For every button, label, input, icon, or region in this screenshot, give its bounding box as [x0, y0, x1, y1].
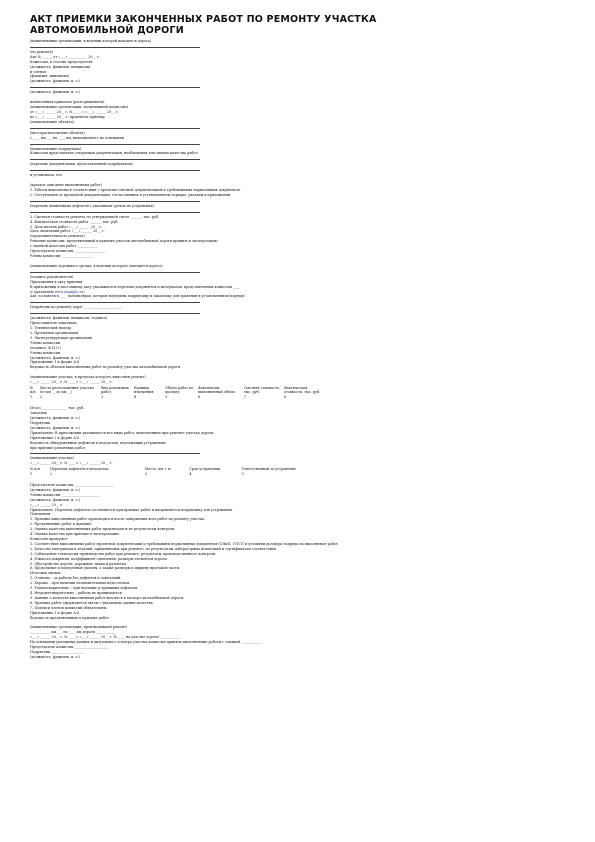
- block5-line: (подпись, Ф.И.О.): [30, 345, 62, 350]
- block6-line: при приемке ремонтных работ: [30, 445, 86, 450]
- link-line: (с указанием www.example.ru): [30, 289, 85, 294]
- block2-line: [30, 125, 200, 129]
- block1-line: Комиссия, в составе председателя: [30, 59, 93, 64]
- block4-line: Приложения к акту приемки: [30, 279, 83, 284]
- block5-line: [30, 310, 200, 314]
- block2-line: [30, 167, 200, 171]
- block4-line: [30, 269, 200, 273]
- block2-line: от «___» ______ 20__ г. № ____, с «___» ______ 20__ г.: [30, 109, 119, 114]
- block5-line: Приложение 1 к форме А-8: [30, 360, 80, 365]
- block1-line: (фамилия, инициалы): [30, 74, 70, 79]
- table-column-number: 6: [197, 394, 201, 399]
- block3-line: 1. Работы выполнены в соответствии с проектно-сметной документацией и требованиями нормативных документов.: [30, 188, 241, 193]
- table-column-number: 8: [283, 394, 286, 399]
- block3-line: (перечень выявленных дефектов с указанием сроков их устранения): [30, 203, 154, 208]
- works-table: [30, 386, 330, 399]
- block5-line: 1. Технический надзор: [30, 326, 72, 331]
- block5-line: [30, 299, 200, 303]
- table1-intro-line: «___» ______ 20__ г. № ____ с «___» ______ 20__ г.: [30, 380, 113, 385]
- block6-line: Ведомость обнаруженных дефектов и недоделок, подлежащих устранению: [30, 440, 166, 445]
- table-header-cell: № п/п: [30, 386, 36, 395]
- block8-line: Подрядчик ____________________: [30, 649, 86, 654]
- table-column-number: 7: [243, 394, 246, 399]
- block7-line: 2. Качество материалов и изделий, применяемых при ремонте, по результатам лабораторных испытаний и сертификатам соответствия.: [30, 546, 277, 551]
- block6-line: (должность, фамилия, и. о.): [30, 425, 80, 430]
- block1-line: Акт № ______ от «___» ___________ 20__ г.: [30, 54, 100, 59]
- block3-line: 4. Фактическая стоимость работ _______ тыс. руб.: [30, 219, 119, 224]
- reference-link[interactable]: www.example.ru: [54, 289, 84, 294]
- block7-line: (должность, фамилия, и. о.): [30, 497, 80, 502]
- block2-line: и установила, что: [30, 173, 63, 178]
- block7-line: Примечание. Перечень дефектов составляется при приемке работ и направляется подрядчику для устранения.: [30, 507, 233, 512]
- block7-line: 6. Приемка работ оформляется актом с указанием оценки качества.: [30, 600, 154, 605]
- block3-line: Дата окончания работ «___» ______ 20__ г.: [30, 229, 105, 234]
- block7-line: «___» ______ 20__ г.: [30, 502, 64, 507]
- title-line-2: АВТОМОБИЛЬНОЙ ДОРОГИ: [30, 25, 184, 36]
- block3-line: 2. Отступления от проектной документации, согласованные в установленном порядке, указаны в приложении.: [30, 192, 232, 197]
- block6-line: Подрядчик: [30, 420, 51, 425]
- block3-line: Решение комиссии: предъявленный к приемке участок автомобильной дороги принять в эксплуатацию: [30, 239, 218, 244]
- block6-line: (должность, фамилия, и. о.): [30, 416, 80, 421]
- table-column-number: 2: [39, 394, 42, 399]
- block7-line: 6. Продольные и поперечные уклоны, а также размеры и ширину проезжей части.: [30, 566, 181, 571]
- block2-line: (месторасположение объекта): [30, 130, 85, 135]
- header-block: [30, 39, 570, 95]
- table-column-number: 4: [133, 394, 137, 399]
- table-header-cell: Место, км + м: [144, 467, 171, 472]
- block5-line: Подрядчик по ремонту дорог _______________________: [30, 305, 123, 310]
- table-column-number: 3: [101, 394, 104, 399]
- block1-line: (наименование организации, в ведении которой находится дорога): [30, 39, 152, 43]
- block5-line: (должность, фамилия, и. о.): [30, 355, 80, 360]
- block7-line: Пояснения:: [30, 512, 52, 517]
- document-page: [30, 14, 570, 660]
- block1-line: (по ремонту): [30, 49, 54, 54]
- block1-line: (должность, фамилия, и. о.): [30, 90, 80, 95]
- block2-line: [30, 156, 200, 160]
- block2-line: (наименование подрядчика): [30, 146, 82, 151]
- final-block: [30, 625, 570, 659]
- block4-line: В приложении к настоящему акту указываются перечень документов и материалов, представленных комиссии ____: [30, 284, 240, 289]
- block4-line: (подпись руководителя): [30, 274, 74, 279]
- block7-line: 1. Соответствие выполненных работ проектной документации и требованиям нормативных документов (СНиП, ГОСТ) и условиям договора подряда на выполнение работ.: [30, 541, 339, 546]
- block2-line: (наименование объекта): [30, 119, 74, 124]
- block7-line: 3. Соблюдение технологии производства работ при ремонте, результаты производственного контроля.: [30, 551, 217, 556]
- table-header-cell: Сметная стоимость, тыс. руб.: [243, 386, 280, 395]
- block8-line: На основании указанных данных и визуального осмотра участка комиссия приняла выполненные работы с оценкой ____________: [30, 640, 262, 645]
- block1-line: [30, 84, 200, 88]
- block8-line: (должность, фамилия, и. о.): [30, 654, 80, 659]
- block4-line: (наименование дорожного органа, в ведении которого находится дорога): [30, 263, 163, 268]
- block5-line: (должность, фамилия, инициалы, подпись): [30, 316, 108, 321]
- block7-line: 1. Отлично – за работы без дефектов и замечаний.: [30, 576, 122, 581]
- works-table-numbers: [30, 395, 330, 399]
- table-header-cell: Срок устранения: [189, 467, 221, 472]
- block1-line: [30, 44, 200, 48]
- block3-line: 5. Дата начала работ «___» ______ 20__ г.: [30, 224, 103, 229]
- block2-line: по «___» ______ 20__ г. произвела приемку: [30, 114, 105, 119]
- table-header-cell: Вид ремонтных работ: [101, 386, 129, 395]
- notes-block: [30, 483, 570, 620]
- block6-line: Итого _______________ тыс. руб.: [30, 406, 85, 411]
- block5-line: Акт составлен в ____ экземплярах, которые переданы подрядчику и заказчику для хранения в установленном порядке: [30, 294, 245, 299]
- table-header-cell: № п/п: [30, 467, 40, 472]
- block2-line: с ____ км ___ по ____ км, выполненного на основании: [30, 135, 125, 140]
- defects-table: [30, 467, 330, 476]
- block7-line: 5. Обустройство дороги, дорожные знаки и разметка.: [30, 561, 127, 566]
- block7-line: 3. Удовлетворительно – при наличии устранимых дефектов.: [30, 586, 139, 591]
- table-header-cell: Единица измерения: [133, 386, 154, 395]
- block2-line: назначенная приказом (распоряжением): [30, 100, 105, 105]
- block7-line: Члены комиссии _______________________: [30, 492, 101, 497]
- block5-line: 2. Проектная организация: [30, 330, 78, 335]
- block2-line: [30, 141, 200, 145]
- block2-line: Комиссии представлена следующая документация, необходимая для оценки качества работ:: [30, 151, 199, 156]
- block2-line: (наименование организации, назначившей комиссию): [30, 105, 129, 110]
- block3-line: [30, 198, 200, 202]
- block7-line: 3. Оценка качества выполненных работ производится по результатам контроля.: [30, 527, 176, 532]
- block6-line: (наименование участка): [30, 456, 74, 461]
- table-column-number: 5: [165, 394, 168, 399]
- block7-line: (должность, фамилия, и. о.): [30, 487, 80, 492]
- block7-line: 1. Приемка выполненных работ производится после завершения всех работ по ремонту участка.: [30, 517, 206, 522]
- block3-line: 3. Сметная стоимость ремонта по утвержденной смете _______ тыс. руб.: [30, 214, 160, 219]
- block7-line: Итоговая оценка:: [30, 571, 62, 576]
- block8-line: ____________ км ___ по ____ км дороги ____________: [30, 630, 117, 635]
- table-header-cell: Перечень дефектов и недоделок: [49, 467, 109, 472]
- block6-line: Заказчик: [30, 411, 47, 416]
- block7-line: Приложение 3 к форме А-8: [30, 610, 80, 615]
- signatures-block: [30, 294, 570, 370]
- block5-line: Члены комиссии: [30, 340, 61, 345]
- block3-line: [30, 209, 200, 213]
- block7-line: 4. Ровность покрытия, коэффициент сцепления, размеры элементов дороги.: [30, 556, 168, 561]
- block3-line: Члены комиссии: __________________: [30, 254, 93, 258]
- block3-line: Председатель комиссии __________________: [30, 249, 106, 254]
- block2-line: (перечень документации, представленной подрядчиком): [30, 162, 133, 167]
- works-table-header: [30, 386, 330, 395]
- table-column-number: 4: [189, 471, 192, 476]
- block7-line: Комиссия проверяет:: [30, 537, 69, 541]
- block5-line: Представитель заказчика: [30, 321, 77, 326]
- block8-line: (наименование организации, производившей ремонт): [30, 625, 128, 630]
- block7-line: Ведомость предъявленных к приемке работ: [30, 615, 109, 620]
- block8-line: Председатель комиссии ____________________: [30, 645, 109, 650]
- block6-line: [30, 450, 200, 454]
- block7-line: 2. Хорошо – при наличии незначительных недостатков.: [30, 581, 131, 586]
- block3-line: (продолжительность ремонта): [30, 234, 85, 239]
- table-header-cell: Фактически выполненный объем: [197, 386, 235, 395]
- block5-line: Члены комиссии: [30, 350, 61, 355]
- block1-line: (должность, фамилия, инициалы): [30, 64, 91, 69]
- table-header-cell: Место расположения участка (от км __ до км __): [39, 386, 94, 395]
- findings-block: [30, 183, 570, 259]
- defects-block: [30, 406, 570, 461]
- table1-intro-line: (наименование участка, в пределах которого выполнен ремонт): [30, 375, 146, 380]
- block7-line: 4. Неудовлетворительно – работы не принимаются.: [30, 590, 123, 595]
- block7-line: 2. Предъявление работ к приемке.: [30, 522, 93, 527]
- block3-line: с оценкой качества работ ____________: [30, 244, 98, 249]
- block7-line: 4. Оценка качества при приемке в эксплуатацию.: [30, 532, 120, 537]
- block5-line: Ведомость объемов выполненных работ по ремонту участка автомобильной дороги: [30, 365, 181, 370]
- title-line-1: АКТ ПРИЕМКИ ЗАКОНЧЕННЫХ РАБОТ ПО РЕМОНТУ УЧАСТКА: [30, 14, 377, 25]
- block8-line: «___» ______ 20__ г. № ____ с «___» ______ 20__ г. № ____ на участке дороги ____________: [30, 635, 181, 640]
- table-column-number: 5: [241, 471, 244, 476]
- table-column-number: 1: [30, 394, 33, 399]
- block1-line: и членов: [30, 69, 46, 74]
- defects-table-numbers: [30, 472, 330, 476]
- block1-line: (должность, фамилия, и. о.): [30, 79, 80, 84]
- block7-line: 7. Подписи членов комиссии обязательны.: [30, 605, 108, 610]
- block3-line: (краткое описание выполненных работ): [30, 183, 102, 188]
- organization-block: [30, 264, 570, 290]
- table-column-number: 2: [49, 471, 53, 476]
- block7-line: 5. Данные о качестве выполненных работ вносятся в паспорт автомобильной дороги.: [30, 595, 185, 600]
- block6-line: Приложение 2 к форме А-8: [30, 435, 80, 440]
- table2-intro: «___» ______ 20__ г. № ____ с «___» ______ 20__ г.: [30, 461, 113, 466]
- table-header-cell: Ответственный за устранение: [241, 467, 296, 472]
- table-column-number: 1: [30, 471, 33, 476]
- table-header-cell: Фактическая стоимость, тыс. руб.: [283, 386, 321, 395]
- table-header-cell: Объем работ по проекту: [165, 386, 194, 395]
- block5-line: 3. Эксплуатирующая организация: [30, 335, 92, 340]
- commission-block: [30, 100, 570, 178]
- table1-intro: [30, 375, 570, 385]
- table-column-number: 3: [144, 471, 147, 476]
- block6-line: Примечание: В приложении указываются все виды работ, выполненные при ремонте участка дороги.: [30, 430, 215, 435]
- block7-line: Председатель комиссии _______________________: [30, 483, 114, 488]
- document-title: [30, 14, 570, 36]
